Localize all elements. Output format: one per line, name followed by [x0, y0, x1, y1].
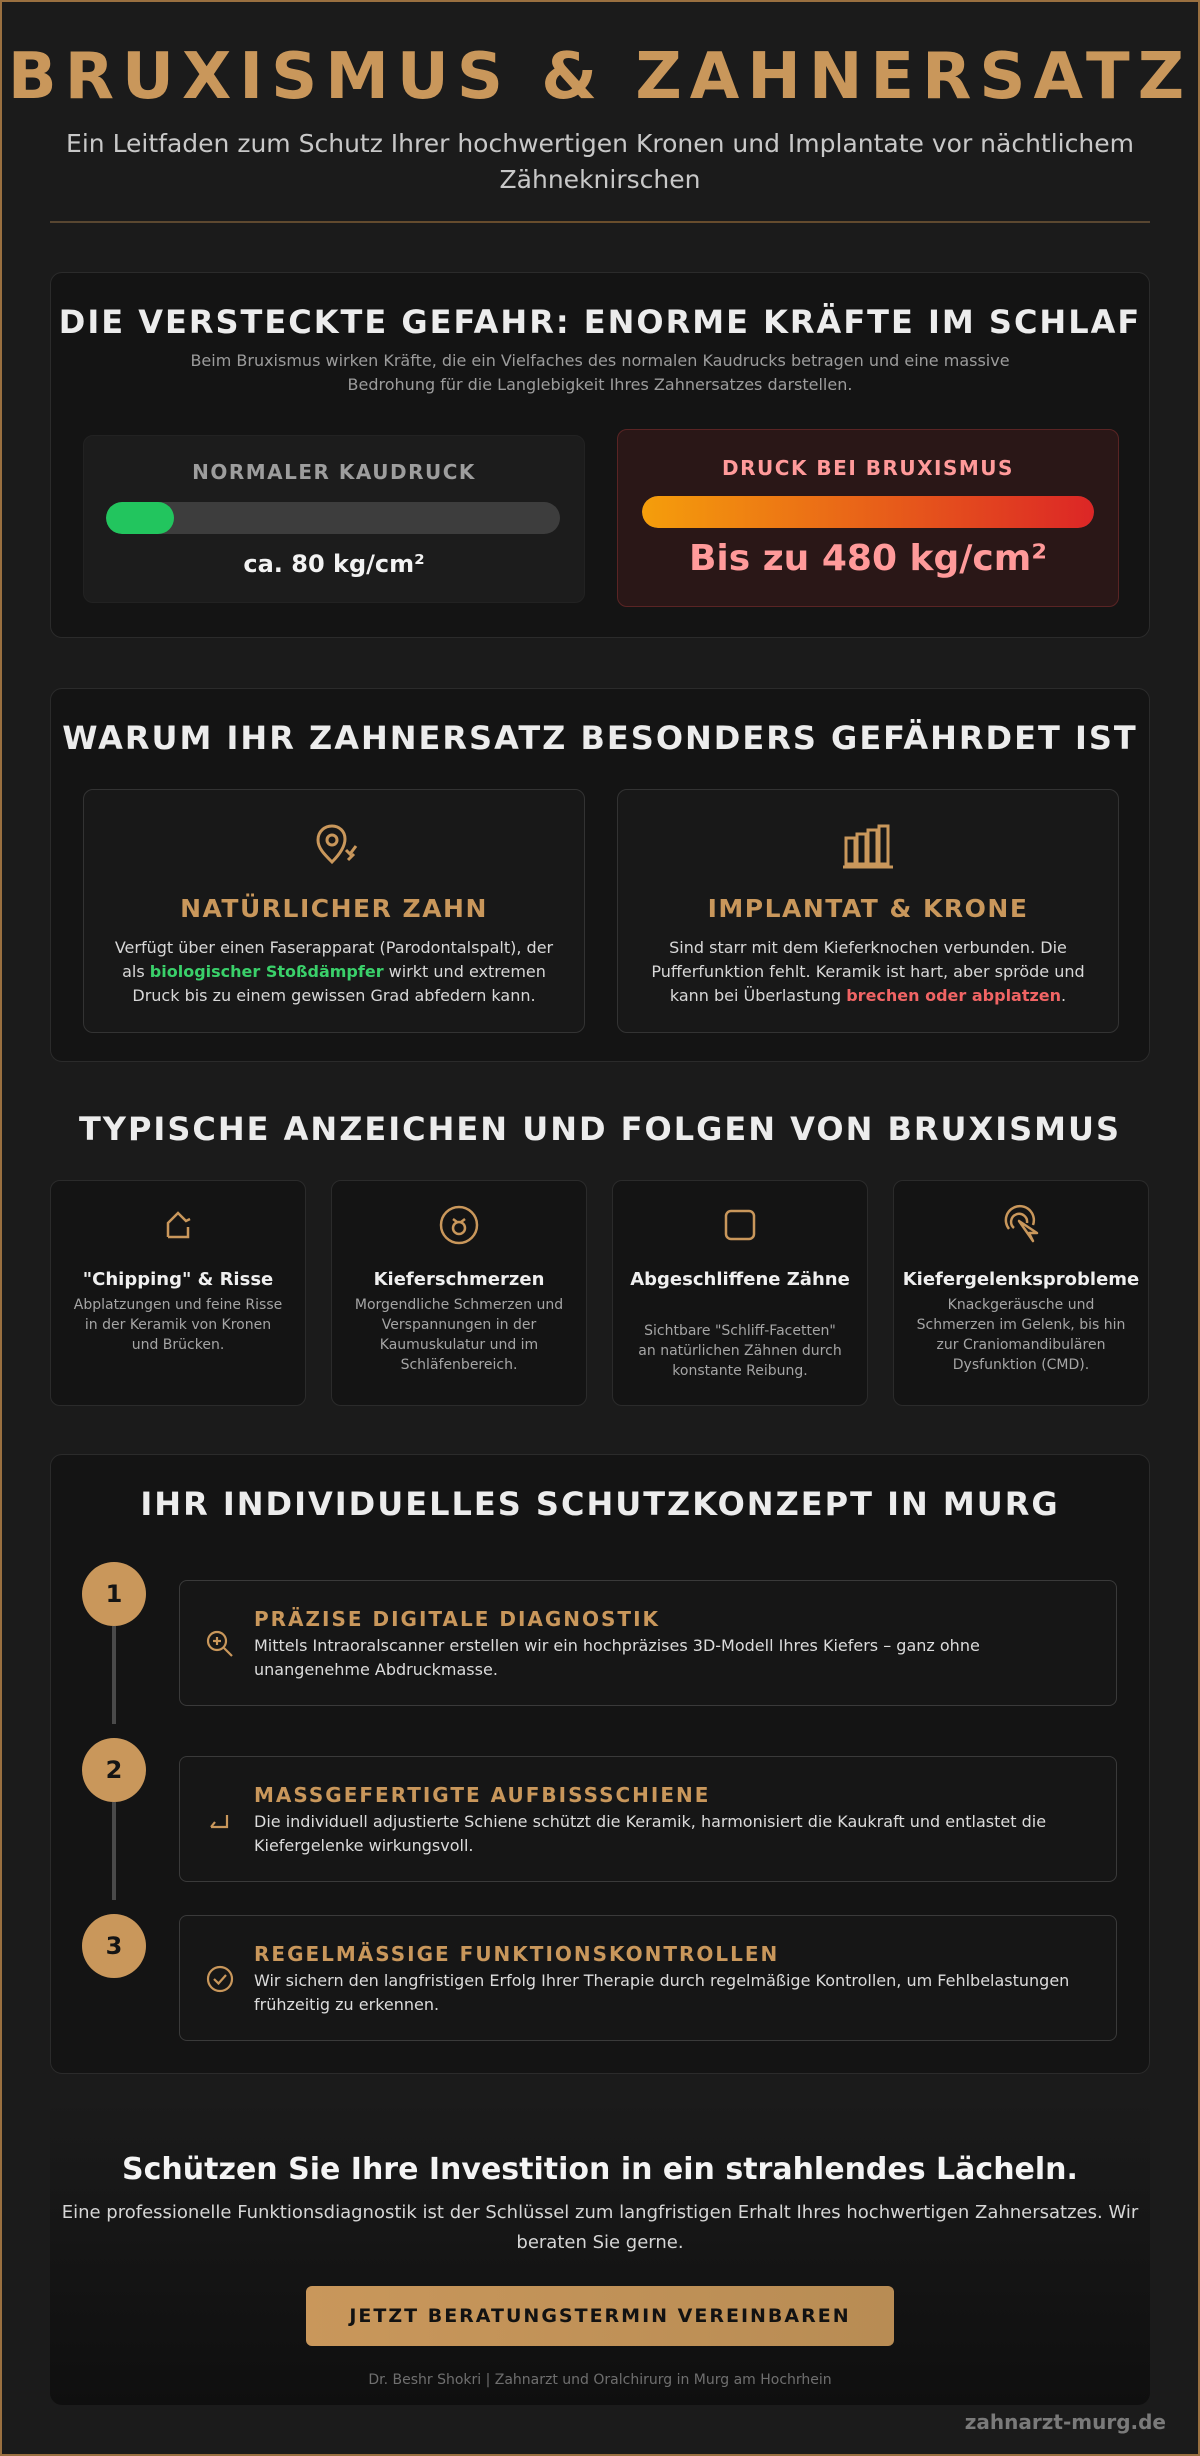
- tooth-icon: [306, 818, 362, 874]
- sign-text-worn-teeth: Sichtbare "Schliff-Facetten" an natürlichen Zähnen durch konstante Reibung.: [638, 1323, 842, 1379]
- step-number-1: 1: [82, 1562, 146, 1626]
- splint-icon: [205, 1805, 235, 1835]
- sign-title-worn-teeth: Abgeschliffene Zähne: [630, 1269, 850, 1290]
- cta-title: Schützen Sie Ihre Investition in ein strahlendes Lächeln.: [122, 2152, 1078, 2187]
- step-card-checkups: [179, 1915, 1117, 2041]
- cta-text: Eine professionelle Funktionsdiagnostik ist der Schlüssel zum langfristigen Erhalt Ihres hochwertigen Zahnersatzes. Wir beraten Sie gerne.: [61, 2202, 1139, 2253]
- sign-card-chipping: [50, 1180, 306, 1406]
- step-text-checkups: Wir sichern den langfristigen Erfolg Ihrer Therapie durch regelmäßige Kontrollen, um Fehlbelastungen frühzeitig zu erkennen.: [254, 1971, 1070, 2014]
- implant-text: Sind starr mit dem Kieferknochen verbunden. Die Pufferfunktion fehlt. Keramik ist hart, aber spröde und kann bei Überlastung brechen oder abplatzen.: [651, 938, 1085, 1005]
- practice-footer: Dr. Beshr Shokri | Zahnarzt und Oralchirurg in Murg am Hochrhein: [368, 2372, 832, 2388]
- step-text-diagnostics: Mittels Intraoralscanner erstellen wir ein hochpräzises 3D-Modell Ihres Kiefers – ganz ohne unangenehme Abdruckmasse.: [254, 1636, 980, 1679]
- worn-tooth-icon: [718, 1203, 762, 1247]
- step-text-splint: Die individuell adjustierte Schiene schützt die Keramik, harmonisiert die Kaukraft und entlastet die Kiefergelenke wirkungsvoll.: [254, 1812, 1047, 1855]
- step-card-diagnostics: [179, 1580, 1117, 1706]
- crack-icon: [156, 1203, 200, 1247]
- natural-tooth-text: Verfügt über einen Faserapparat (Parodontalspalt), der als biologischer Stoßdämpfer wirkt und extremen Druck bis zu einem gewissen Grad abfedern kann.: [114, 938, 554, 1005]
- cta-section: [50, 2100, 1150, 2405]
- step-title-checkups: REGELMÄSSIGE FUNKTIONSKONTROLLEN: [254, 1942, 780, 1966]
- step-title-diagnostics: PRÄZISE DIGITALE DIAGNOSTIK: [254, 1607, 661, 1631]
- normal-pressure-fill: [106, 502, 174, 534]
- step-connector: [112, 1802, 116, 1900]
- header-divider: [50, 221, 1150, 223]
- danger-description: Beim Bruxismus wirken Kräfte, die ein Vielfaches des normalen Kaudrucks betragen und eine massive Bedrohung für die Langlebigkeit Ihres Zahnersatzes darstellen.: [190, 351, 1010, 394]
- normal-pressure-label: NORMALER KAUDRUCK: [192, 460, 476, 484]
- sign-title-jaw-pain: Kieferschmerzen: [373, 1269, 545, 1290]
- normal-pressure-bar: [106, 502, 560, 534]
- step-card-splint: [179, 1756, 1117, 1882]
- sign-text-chipping: Abplatzungen und feine Risse in der Keramik von Kronen und Brücken.: [73, 1297, 283, 1353]
- book-appointment-button[interactable]: JETZT BERATUNGSTERMIN VEREINBAREN: [306, 2286, 894, 2346]
- pain-icon: [437, 1203, 481, 1247]
- sign-title-chipping: "Chipping" & Risse: [82, 1269, 274, 1290]
- check-circle-icon: [205, 1964, 235, 1994]
- concept-title: IHR INDIVIDUELLES SCHUTZKONZEPT IN MURG: [140, 1485, 1060, 1523]
- natural-tooth-title: NATÜRLICHER ZAHN: [180, 894, 488, 923]
- sign-title-jaw-joint: Kiefergelenksprobleme: [902, 1269, 1140, 1290]
- bruxism-pressure-fill: [642, 496, 1094, 528]
- page-title: BRUXISMUS & ZAHNERSATZ: [7, 40, 1193, 114]
- shock-absorber-highlight: biologischer Stoßdämpfer: [149, 962, 384, 981]
- natural-tooth-card: [83, 789, 585, 1033]
- implant-icon: [840, 818, 896, 874]
- sign-card-worn-teeth: [612, 1180, 868, 1406]
- sign-text-jaw-pain: Morgendliche Schmerzen und Verspannungen in der Kaumuskulatur und im Schläfenbereich.: [354, 1297, 564, 1373]
- danger-title: DIE VERSTECKTE GEFAHR: ENORME KRÄFTE IM SCHLAF: [58, 303, 1142, 341]
- sign-card-jaw-pain: [331, 1180, 587, 1406]
- step-title-splint: MASSGEFERTIGTE AUFBISSSCHIENE: [254, 1783, 711, 1807]
- why-section: [50, 688, 1150, 1062]
- site-domain: zahnarzt-murg.de: [964, 2410, 1166, 2434]
- normal-pressure-value: ca. 80 kg/cm²: [243, 550, 425, 578]
- search-zoom-icon: [205, 1629, 235, 1659]
- step-number-3: 3: [82, 1914, 146, 1978]
- implant-card: [617, 789, 1119, 1033]
- bruxism-pressure-label: DRUCK BEI BRUXISMUS: [722, 456, 1014, 480]
- page-subtitle: Ein Leitfaden zum Schutz Ihrer hochwertigen Kronen und Implantate vor nächtlichem Zähneknirschen: [66, 129, 1134, 194]
- sign-text-jaw-joint: Knackgeräusche und Schmerzen im Gelenk, bis hin zur Craniomandibulären Dysfunktion (CMD).: [916, 1297, 1126, 1373]
- bruxism-pressure-value: Bis zu 480 kg/cm²: [688, 538, 1047, 579]
- normal-pressure-card: [83, 435, 585, 603]
- sign-card-jaw-joint: [893, 1180, 1149, 1406]
- joint-icon: [999, 1203, 1043, 1247]
- signs-title: TYPISCHE ANZEICHEN UND FOLGEN VON BRUXISMUS: [78, 1110, 1122, 1148]
- bruxism-pressure-bar: [642, 496, 1094, 528]
- step-connector: [112, 1626, 116, 1724]
- danger-section: [50, 272, 1150, 638]
- break-highlight: brechen oder abplatzen: [846, 986, 1062, 1005]
- implant-title: IMPLANTAT & KRONE: [707, 894, 1029, 923]
- why-title: WARUM IHR ZAHNERSATZ BESONDERS GEFÄHRDET IST: [62, 719, 1138, 757]
- bruxism-pressure-card: [617, 429, 1119, 607]
- step-number-2: 2: [82, 1738, 146, 1802]
